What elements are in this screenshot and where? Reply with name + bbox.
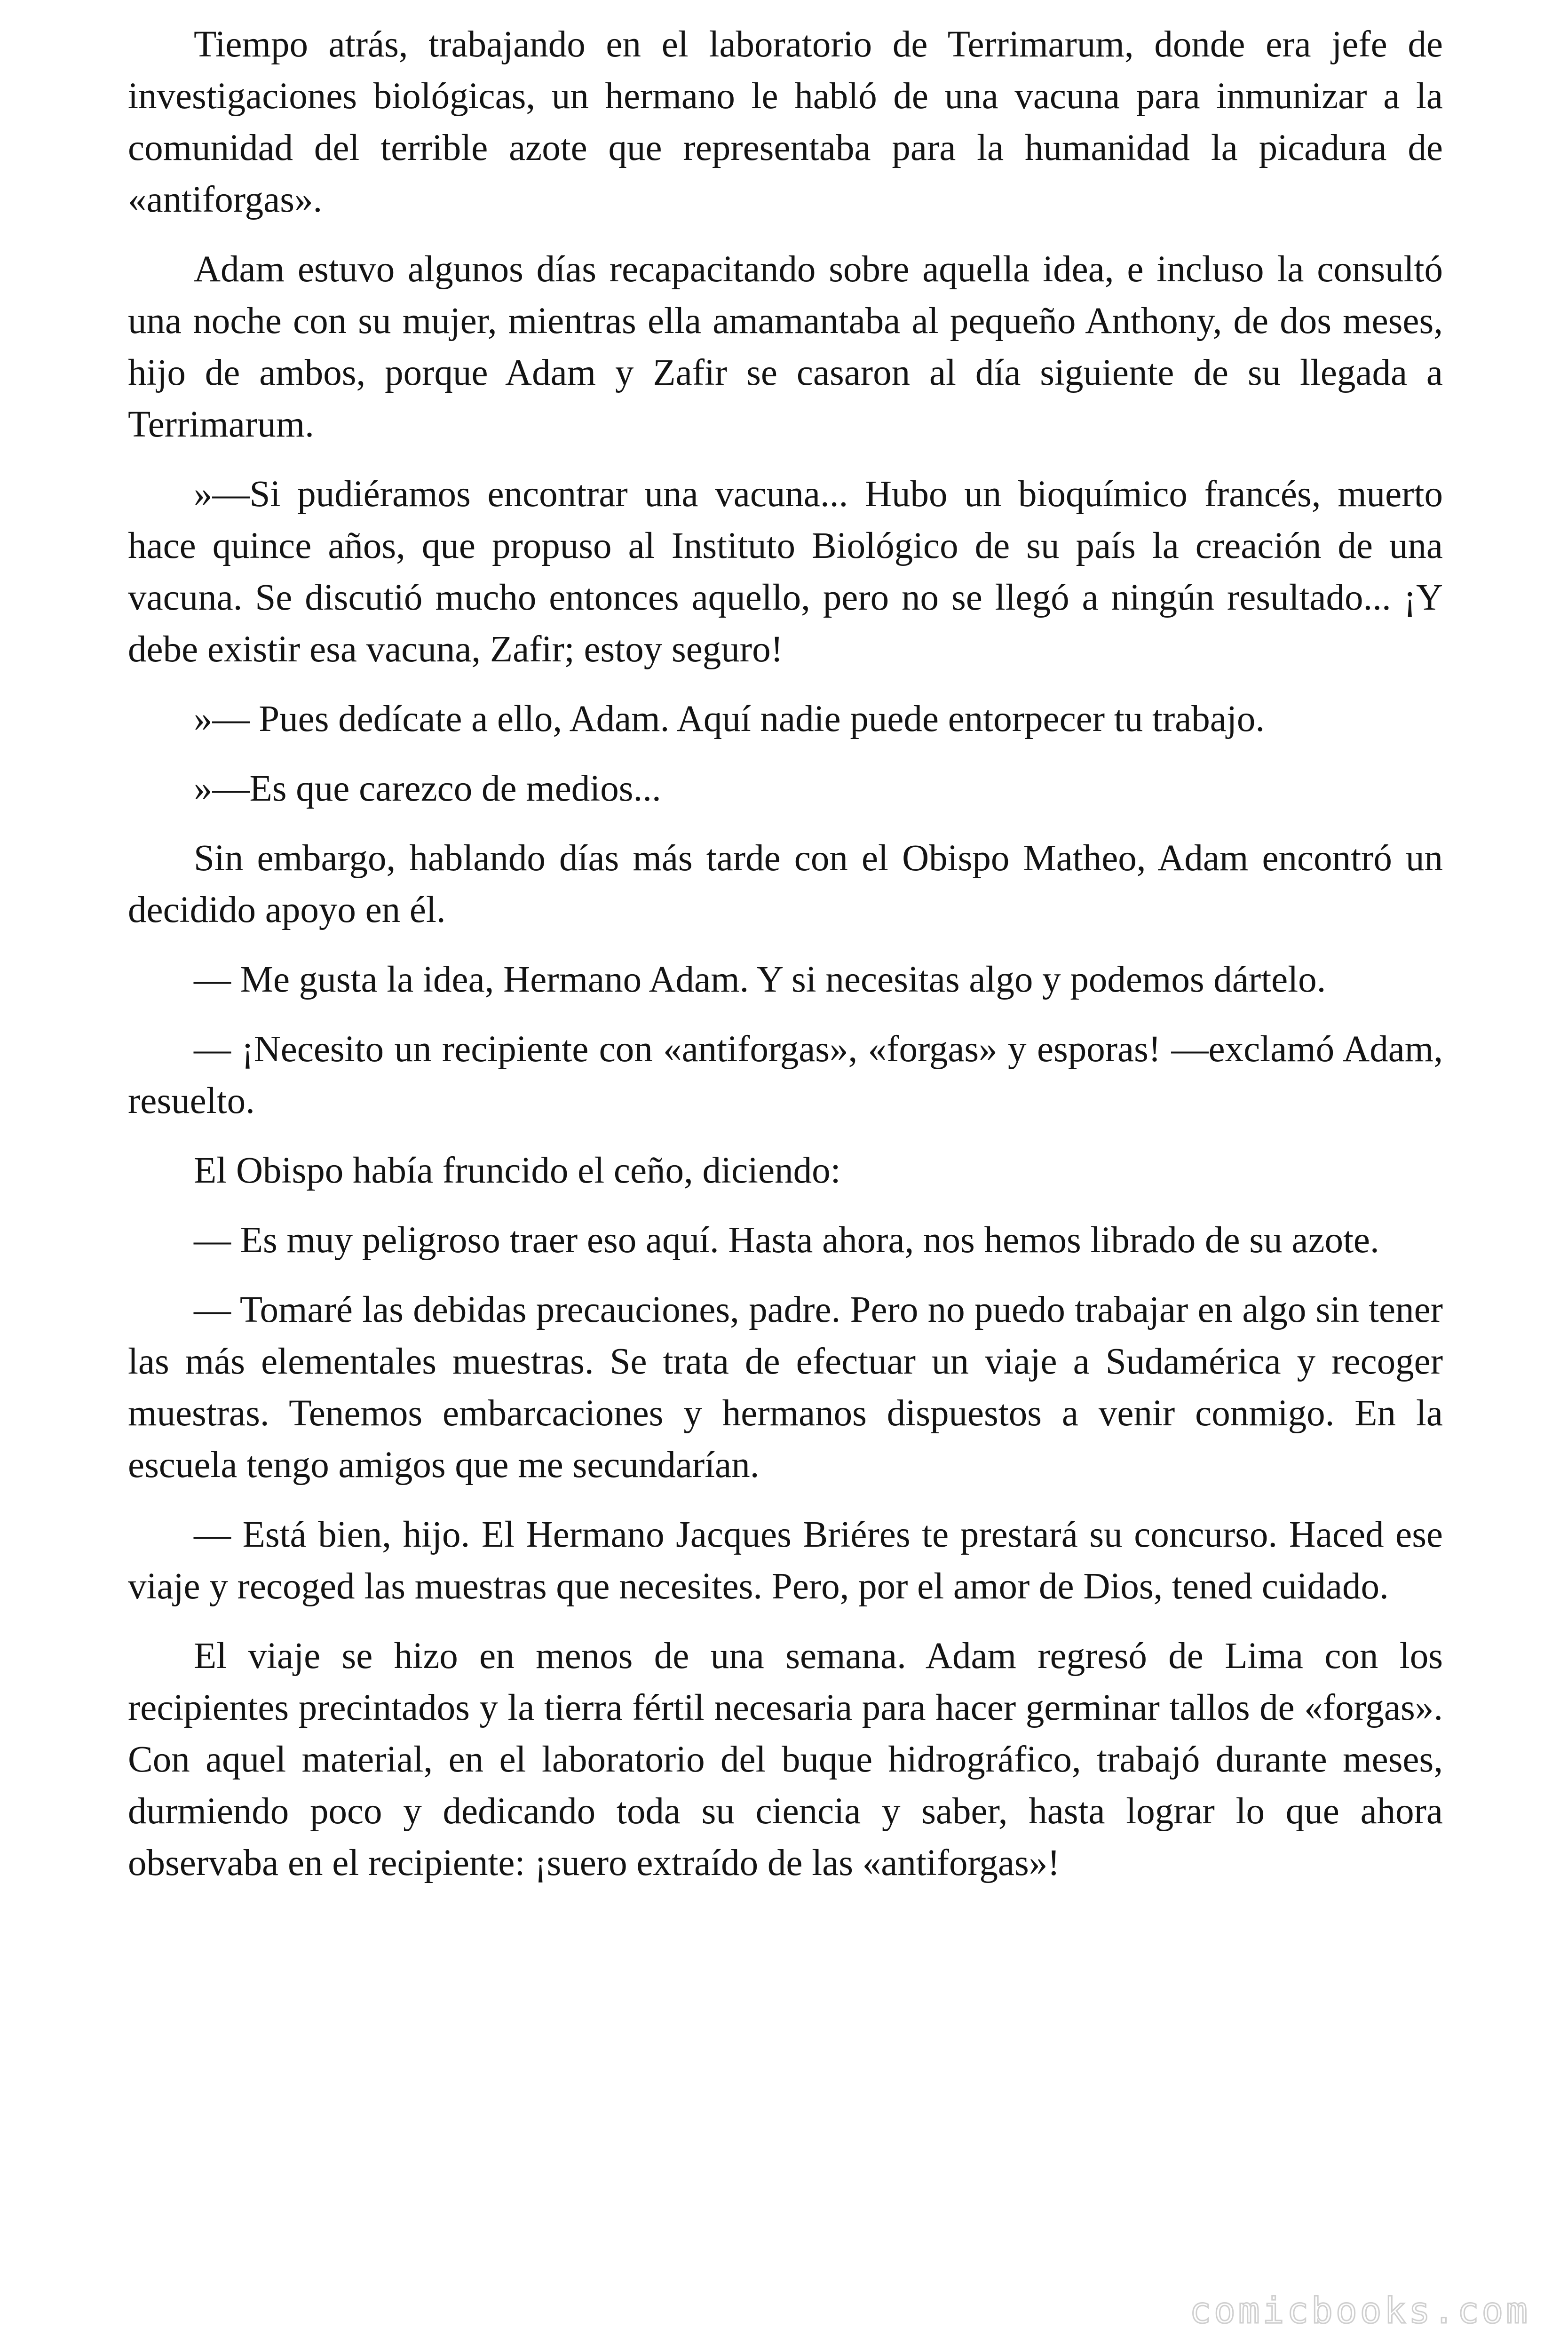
document-body: [128, 19, 1443, 1907]
paragraph: — ¡Necesito un recipiente con «antiforgas», «forgas» y esporas! —exclamó Adam, resuelto.: [128, 1029, 1443, 1121]
paragraph: »—Si pudiéramos encontrar una vacuna... Hubo un bioquímico francés, muerto hace quince años, que propuso al Instituto Biológico de su país la creación de una vacuna. Se discutió mucho entonces aquello, pero no se llegó a ningún resultado... ¡Y debe existir esa vacuna, Zafir; estoy seguro!: [128, 474, 1443, 670]
paragraph: Sin embargo, hablando días más tarde con el Obispo Matheo, Adam encontró un decidido apoyo en él.: [128, 838, 1443, 930]
paragraph: El Obispo había fruncido el ceño, diciendo:: [194, 1150, 841, 1191]
paragraph: — Es muy peligroso traer eso aquí. Hasta ahora, nos hemos librado de su azote.: [194, 1220, 1379, 1261]
paragraph: Adam estuvo algunos días recapacitando sobre aquella idea, e incluso la consultó una noche con su mujer, mientras ella amamantaba al pequeño Anthony, de dos meses, hijo de ambos, porque Adam y Zafir se casaron al día siguiente de su llegada a Terrimarum.: [128, 249, 1443, 445]
paragraph: Tiempo atrás, trabajando en el laboratorio de Terrimarum, donde era jefe de investigaciones biológicas, un hermano le habló de una vacuna para inmunizar a la comunidad del terrible azote que representaba para la humanidad la picadura de «antiforgas».: [128, 24, 1443, 220]
paragraph: — Tomaré las debidas precauciones, padre. Pero no puedo trabajar en algo sin tener las más elementales muestras. Se trata de efectuar un viaje a Sudamérica y recoger muestras. Tenemos embarcaciones y hermanos dispuestos a venir conmigo. En la escuela tengo amigos que me secundarían.: [128, 1289, 1443, 1486]
paragraph: »— Pues dedícate a ello, Adam. Aquí nadie puede entorpecer tu trabajo.: [194, 699, 1265, 739]
paragraph: — Me gusta la idea, Hermano Adam. Y si necesitas algo y podemos dártelo.: [194, 959, 1326, 1000]
paragraph: »—Es que carezco de medios...: [194, 768, 661, 809]
watermark: comicbooks.com: [1189, 2289, 1530, 2331]
paragraph: El viaje se hizo en menos de una semana. Adam regresó de Lima con los recipientes precintados y la tierra fértil necesaria para hacer germinar tallos de «forgas». Con aquel material, en el laboratorio del buque hidrográfico, trabajó durante meses, durmiendo poco y dedicando toda su ciencia y saber, hasta lograr lo que ahora observaba en el recipiente: ¡suero extraído de las «antiforgas»!: [128, 1636, 1443, 1883]
paragraph: — Está bien, hijo. El Hermano Jacques Briéres te prestará su concurso. Haced ese viaje y recoged las muestras que necesites. Pero, por el amor de Dios, tened cuidado.: [128, 1514, 1443, 1607]
